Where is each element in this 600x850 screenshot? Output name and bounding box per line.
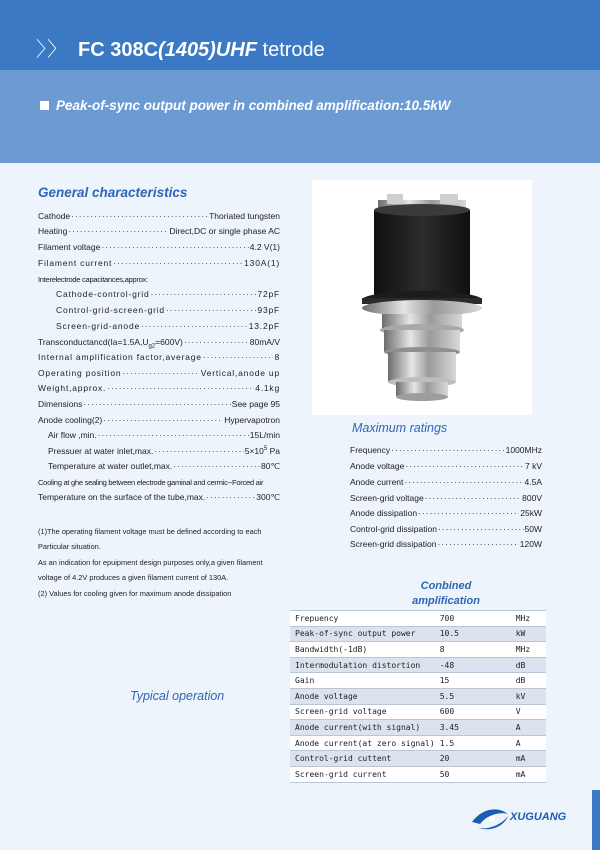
spec-value: 8: [274, 352, 280, 362]
value-cell: -48: [435, 657, 511, 673]
note-1a: (1)The operating filament voltage must be defined according to each: [38, 527, 262, 536]
param-cell: Gain: [290, 673, 435, 689]
spec-value: 300℃: [256, 492, 280, 502]
leader-dots: [83, 399, 230, 409]
table-row: [290, 751, 546, 767]
value-cell: 10.5: [435, 626, 511, 642]
tetrode-tube-image: [312, 180, 532, 415]
rating-row: [350, 508, 542, 523]
unit-cell: kV: [511, 688, 546, 704]
spec-row-air-flow: [48, 430, 280, 444]
spec-label-sub: g2: [148, 343, 156, 350]
spec-row-cap-screen-anode: [56, 321, 280, 335]
spec-row-amplification: [38, 352, 280, 366]
spec-label: Dimensions: [38, 399, 83, 409]
spec-label: Temperature on the surface of the tube,max.: [38, 492, 206, 502]
title-model: FC 308C: [78, 39, 159, 61]
spec-row-filament-voltage: [38, 242, 280, 256]
rating-label: Frequency: [350, 445, 391, 455]
spec-row-filament-current: [38, 258, 280, 272]
value-cell: 20: [435, 751, 511, 767]
square-bullet-icon: [40, 101, 49, 110]
rating-label: Anode dissipation: [350, 508, 418, 518]
spec-label-end: =600V): [155, 337, 183, 347]
value-cell: 600: [435, 704, 511, 720]
rating-label: Screen-grid dissipation: [350, 539, 437, 549]
param-cell: Anode current(with signal): [290, 720, 435, 736]
leader-dots: [404, 477, 523, 487]
table-row: [290, 704, 546, 720]
table-row: [290, 720, 546, 736]
spec-row-position: [38, 368, 280, 382]
unit-cell: MHz: [511, 642, 546, 658]
pressure-value: 5×10: [244, 446, 264, 456]
title-variant: (1405)UHF: [158, 39, 257, 61]
tube-photo: [312, 180, 532, 415]
param-cell: Bandwidth(-1dB): [290, 642, 435, 658]
spec-label-main: Transconductancd(Ia=1.5A,U: [38, 337, 149, 347]
spec-value: 4.2 V(1): [249, 242, 280, 252]
table-row: [290, 626, 546, 642]
leader-dots: [405, 461, 524, 471]
note-3: (2) Values for cooling given for maximum anode dissipation: [38, 589, 232, 598]
rating-label: Anode current: [350, 477, 404, 487]
table-row: [290, 688, 546, 704]
rating-row: [350, 493, 542, 508]
cooling-seal-note: Cooling at ghe sealing between electrode gaminal and cermic--Forced air: [38, 478, 264, 487]
spec-label: Internal amplification factor,average: [38, 352, 202, 362]
leader-dots: [113, 258, 243, 268]
spec-value: Thoriated tungsten: [209, 211, 280, 221]
pressure-exponent: 5: [263, 446, 268, 453]
table-row: [290, 657, 546, 673]
combined-heading-line2: amplification: [412, 595, 480, 607]
leader-dots: [166, 305, 256, 315]
unit-cell: A: [511, 735, 546, 751]
leader-dots: [206, 492, 255, 502]
spec-label: Heating: [38, 226, 68, 236]
operation-table: [290, 610, 546, 783]
spec-label: Anode cooling(2): [38, 415, 103, 425]
leader-dots: [101, 242, 248, 252]
spec-label: Air flow ,min.: [48, 430, 97, 440]
leader-dots: [71, 211, 208, 221]
spec-label: [38, 337, 183, 350]
spec-value: 80mA/V: [249, 337, 280, 347]
spec-value: Hypervapotron: [224, 415, 280, 425]
combined-heading-line1: Conbined: [420, 580, 472, 592]
operation-table-body: [290, 611, 546, 783]
spec-row-transconductance: [38, 337, 280, 351]
param-cell: Intermodulation distortion: [290, 657, 435, 673]
rating-row: [350, 477, 542, 492]
subtitle-text: Peak-of-sync output power in combined amplification:10.5kW: [56, 98, 451, 113]
rating-value: 120W: [519, 539, 542, 549]
unit-cell: dB: [511, 657, 546, 673]
param-cell: Anode voltage: [290, 688, 435, 704]
unit-cell: MHz: [511, 611, 546, 627]
rating-row: [350, 524, 542, 539]
rating-value: 50W: [524, 524, 542, 534]
spec-value: 4.1kg: [255, 383, 280, 393]
leader-dots: [437, 539, 518, 549]
rating-value: 1000MHz: [505, 445, 542, 455]
spec-value: See page 95: [231, 399, 280, 409]
spec-row-weight: [38, 383, 280, 397]
note-1b: Particular situation.: [38, 542, 101, 551]
spec-value: 15L/min: [249, 430, 280, 440]
rating-row: [350, 445, 542, 460]
unit-cell: mA: [511, 766, 546, 782]
param-cell: Screen-grid current: [290, 766, 435, 782]
rating-value: 800V: [522, 493, 542, 503]
spec-label: Temperature at water outlet,max.: [48, 461, 173, 471]
title-type: tetrode: [256, 39, 325, 61]
rating-label: Screen-grid voltage: [350, 493, 424, 503]
spec-label: Cathode-control-grid: [56, 289, 150, 299]
value-cell: 3.45: [435, 720, 511, 736]
param-cell: Peak-of-sync output power: [290, 626, 435, 642]
unit-cell: mA: [511, 751, 546, 767]
value-cell: 50: [435, 766, 511, 782]
param-cell: Screen-grid voltage: [290, 704, 435, 720]
rating-row: [350, 539, 542, 554]
param-cell: Frepuency: [290, 611, 435, 627]
note-2b: voltage of 4.2V produces a given filament current of 130A.: [38, 573, 229, 582]
leader-dots: [391, 445, 504, 455]
leader-dots: [103, 415, 223, 425]
chevron-right-icon: 〉〉: [36, 39, 68, 61]
brand-name: XUGUANG: [510, 811, 567, 823]
spec-value: 93pF: [257, 305, 280, 315]
spec-row-anode-cooling: [38, 415, 280, 429]
leader-dots: [438, 524, 524, 534]
spec-value: 80℃: [260, 461, 280, 471]
spec-row-heating: [38, 226, 280, 240]
leader-dots: [150, 289, 256, 299]
rating-value: 7 kV: [524, 461, 542, 471]
unit-cell: dB: [511, 673, 546, 689]
side-stripe: [592, 790, 600, 850]
table-row: [290, 642, 546, 658]
rating-value: 25kW: [520, 508, 542, 518]
spec-row-cap-cathode-grid: [56, 289, 280, 303]
unit-cell: A: [511, 720, 546, 736]
leader-dots: [107, 383, 254, 393]
leader-dots: [173, 461, 260, 471]
table-row: [290, 766, 546, 782]
spec-row-water-outlet-temp: [48, 461, 280, 475]
spec-label: Control-grid-screen-grid: [56, 305, 165, 315]
value-cell: 8: [435, 642, 511, 658]
value-cell: 700: [435, 611, 511, 627]
spec-label: Weight,approx.: [38, 383, 107, 393]
param-cell: Control-grid cuttent: [290, 751, 435, 767]
leader-dots: [141, 321, 248, 331]
rating-label: Control-grid dissipation: [350, 524, 437, 534]
rating-label: Anode voltage: [350, 461, 405, 471]
value-cell: 15: [435, 673, 511, 689]
value-cell: 1.5: [435, 735, 511, 751]
spec-value: 130A(1): [244, 258, 280, 268]
spec-value: 13.2pF: [248, 321, 280, 331]
subtitle-band: [0, 70, 600, 163]
spec-row-pressure: [48, 446, 280, 460]
leader-dots: [418, 508, 519, 518]
spec-value: [245, 446, 280, 456]
spec-label: Cathode: [38, 211, 71, 221]
table-row: [290, 673, 546, 689]
unit-cell: kW: [511, 626, 546, 642]
interelectrode-heading: Interelectrode capacitances,approx:: [38, 275, 148, 284]
combined-amplification-heading: [400, 579, 492, 609]
spec-label: Filament current: [38, 258, 113, 268]
leader-dots: [184, 337, 249, 347]
subtitle: [40, 98, 451, 113]
unit-cell: V: [511, 704, 546, 720]
leader-dots: [68, 226, 168, 236]
general-characteristics-heading: General characteristics: [38, 185, 188, 200]
spec-row-surface-temp: [38, 492, 280, 506]
rating-row: [350, 461, 542, 476]
leader-dots: [203, 352, 274, 362]
spec-label: Operating position: [38, 368, 122, 378]
spec-label: Screen-grid-anode: [56, 321, 141, 331]
page-title: [36, 33, 325, 62]
spec-row-dimensions: [38, 399, 280, 413]
leader-dots: [98, 430, 249, 440]
maximum-ratings-heading: Maximum ratings: [352, 421, 448, 435]
spec-value: 72pF: [257, 289, 280, 299]
rating-value: 4.5A: [524, 477, 542, 487]
spec-row-cap-grid-screen: [56, 305, 280, 319]
param-cell: Anode current(at zero signal): [290, 735, 435, 751]
value-cell: 5.5: [435, 688, 511, 704]
table-row: [290, 735, 546, 751]
note-2a: As an indication for epuipment design purposes only,a given filament: [38, 558, 263, 567]
spec-value: Direct,DC or single phase AC: [169, 226, 280, 236]
spec-label: Pressuer at water inlet,max.: [48, 446, 154, 456]
spec-row-cathode: [38, 211, 280, 225]
leader-dots: [122, 368, 199, 378]
spec-value: Vertical,anode up: [200, 368, 280, 378]
spec-label: Filament voltage: [38, 242, 101, 252]
leader-dots: [154, 446, 243, 456]
typical-operation-heading: Typical operation: [130, 689, 225, 703]
pressure-unit: Pa: [267, 446, 280, 456]
table-row: [290, 611, 546, 627]
leader-dots: [425, 493, 521, 503]
